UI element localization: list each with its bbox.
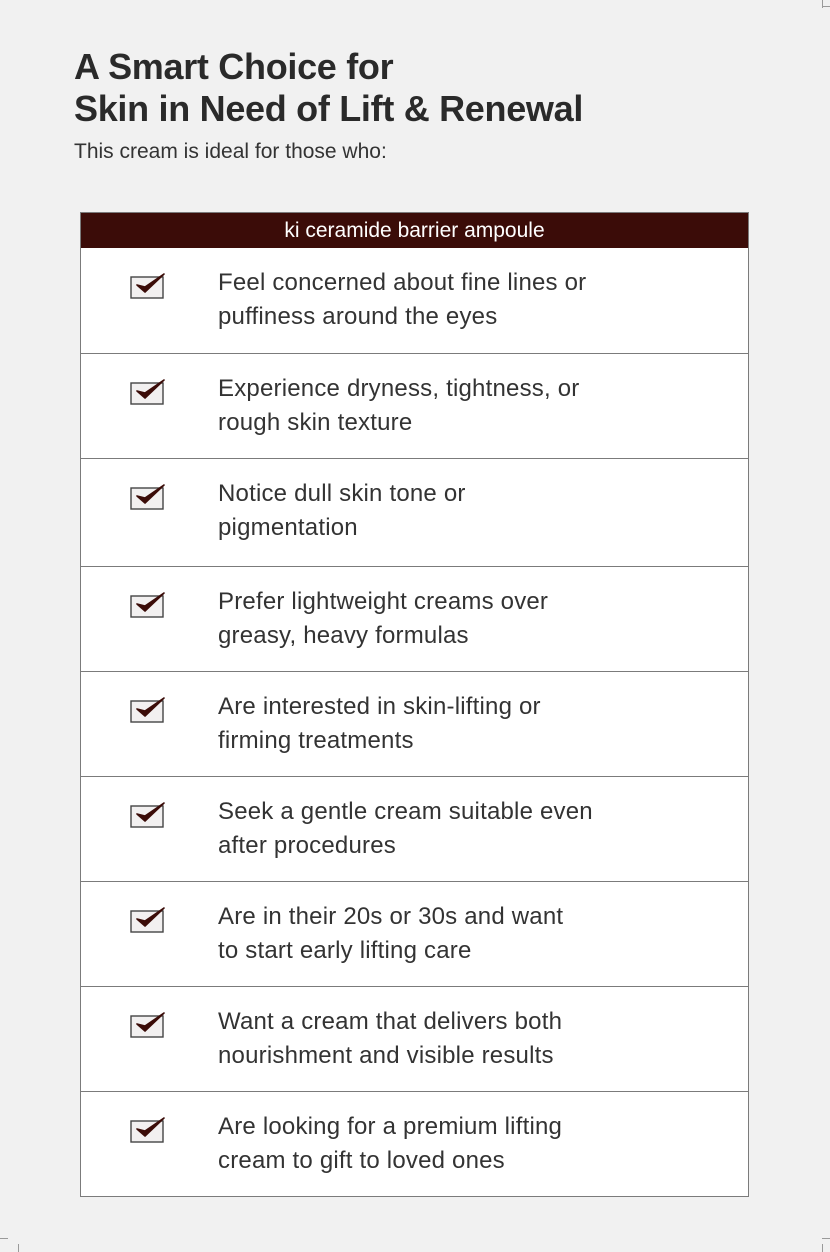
page-title-line-1: A Smart Choice for: [74, 46, 394, 87]
crop-mark: [0, 1238, 8, 1239]
checked-box-icon: [130, 272, 166, 300]
suitability-table: [80, 212, 749, 1197]
checked-box-icon: [130, 591, 166, 619]
table-row: [81, 776, 748, 881]
row-text-line-2: nourishment and visible results: [218, 1042, 554, 1069]
row-text-line-2: greasy, heavy formulas: [218, 622, 469, 649]
row-text-line-2: after procedures: [218, 832, 396, 859]
row-text-line-2: to start early lifting care: [218, 937, 472, 964]
page-title-line-2: Skin in Need of Lift & Renewal: [74, 88, 584, 129]
checked-box-icon: [130, 906, 166, 934]
row-text-line-1: Experience dryness, tightness, or: [218, 375, 580, 402]
table-row: [81, 881, 748, 986]
row-text: [218, 690, 738, 758]
row-text-line-1: Are interested in skin-lifting or: [218, 693, 541, 720]
table-row: [81, 458, 748, 566]
table-row: [81, 566, 748, 671]
row-text: [218, 372, 738, 440]
row-text: [218, 266, 738, 334]
row-text-line-2: pigmentation: [218, 514, 358, 541]
checked-box-icon: [130, 483, 166, 511]
crop-mark: [822, 1244, 823, 1252]
row-text: [218, 900, 738, 968]
crop-mark: [822, 6, 830, 7]
row-text-line-1: Notice dull skin tone or: [218, 480, 466, 507]
row-text-line-1: Feel concerned about fine lines or: [218, 269, 587, 296]
checked-box-icon: [130, 801, 166, 829]
table-row: [81, 986, 748, 1091]
row-text: [218, 1005, 738, 1073]
checked-box-icon: [130, 378, 166, 406]
table-row: [81, 1091, 748, 1196]
row-text-line-2: firming treatments: [218, 727, 414, 754]
table-header: ki ceramide barrier ampoule: [81, 213, 748, 248]
crop-mark: [18, 1244, 19, 1252]
row-text-line-2: puffiness around the eyes: [218, 303, 498, 330]
crop-mark: [822, 0, 823, 8]
table-row: [81, 248, 748, 353]
table-row: [81, 353, 748, 458]
checked-box-icon: [130, 696, 166, 724]
row-text: [218, 585, 738, 653]
row-text-line-2: rough skin texture: [218, 409, 413, 436]
checked-box-icon: [130, 1011, 166, 1039]
page-subtitle: This cream is ideal for those who:: [74, 140, 387, 163]
row-text-line-1: Are in their 20s or 30s and want: [218, 903, 564, 930]
table-row: [81, 671, 748, 776]
row-text-line-1: Seek a gentle cream suitable even: [218, 798, 593, 825]
row-text-line-1: Are looking for a premium lifting: [218, 1113, 563, 1140]
row-text-line-1: Prefer lightweight creams over: [218, 588, 549, 615]
row-text: [218, 795, 738, 863]
checked-box-icon: [130, 1116, 166, 1144]
row-text: [218, 477, 738, 545]
crop-mark: [822, 1238, 830, 1239]
row-text: [218, 1110, 738, 1178]
row-text-line-2: cream to gift to loved ones: [218, 1147, 505, 1174]
row-text-line-1: Want a cream that delivers both: [218, 1008, 563, 1035]
page-title: [74, 46, 794, 130]
